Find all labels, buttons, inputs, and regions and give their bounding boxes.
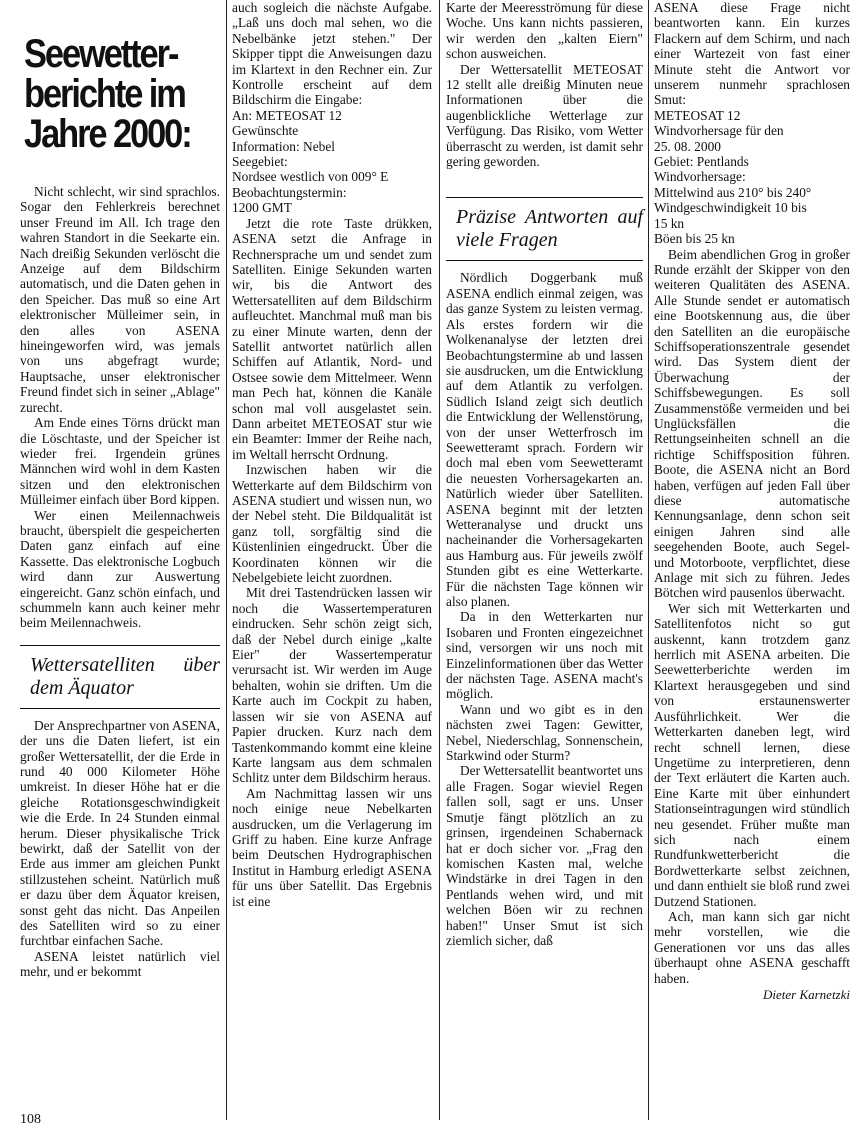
screen-line: Windvorhersage für den — [654, 123, 784, 139]
paragraph: Nicht schlecht, wir sind sprachlos. Sogar den Fehlerkreis berechnet unser Freund im All. Ich trage den wahren Standort in die Seekarte ein. Nach dreißig Sekunden verlöscht die Anzeige auf dem Bildschirm automatisch, und die Daten gehen in den Speicher. Das muß so eine Art elektronischer Mülleimer sein, in den alles von ASENA hineingeworfen wird, was jemals von uns abgefragt wurde; Hauptsache, unser elektronischer Freund findet sich in seiner „Ablage" zurecht. — [20, 184, 220, 415]
page-number: 108 — [20, 1112, 41, 1127]
paragraph: Der Wettersatellit METEOSAT 12 stellt alle dreißig Minuten neue Informationen über die augenblickliche Wetterlage zur Verfügung. Das Risiko, vom Wetter überrascht zu werden, ist damit sehr gering geworden. — [446, 61, 643, 170]
screen-line: An: METEOSAT 12 — [232, 107, 342, 123]
screen-line: Böen bis 25 kn — [654, 231, 735, 247]
paragraph: Da in den Wetterkarten nur Isobaren und Fronten eingezeichnet sind, versorgen wir uns noch mit Einzelinformationen über das Wetter der nächsten Tage. ASENA macht's möglich. — [446, 609, 643, 702]
headline-line: Jahre 2000: — [24, 112, 191, 156]
paragraph: Mit drei Tastendrücken lassen wir noch die Wassertemperaturen eindrucken. Sehr schön zeigt sich, daß der Nebel durch einige „kalte Eier" der Wassertemperatur verursacht ist. Wir werden im Auge behalten, wohin sie driften. Um die Karte auch im Cockpit zu haben, lassen wir sie von ASENA auf Papier drucken. Kurz nach dem Tastenkommando kommt eine kleine Karte langsam aus dem schmalen Schlitz unter dem Bildschirm heraus. — [232, 585, 432, 786]
screen-line: Seegebiet: — [232, 154, 288, 170]
paragraph: ASENA diese Frage nicht beantworten kann. Ein kurzes Flackern auf dem Schirm, und nach einer Wartezeit von fast einer Minute steht die Antwort vor unserem nunmehr sprachlosen Smut: — [654, 0, 850, 108]
screen-line: Gebiet: Pentlands — [654, 154, 749, 170]
column-divider — [648, 0, 649, 1120]
column-2 — [232, 0, 432, 909]
screen-line: Gewünschte — [232, 123, 299, 139]
paragraph: Wann und wo gibt es in den nächsten zwei Tagen: Gewitter, Nebel, Niederschlag, Sonnenschein, Starkwind oder Sturm? — [446, 701, 643, 764]
paragraph: Wer sich mit Wetterkarten und Satellitenfotos nicht so gut auskennt, kann trotzdem ganz herrlich mit ASENA arbeiten. Die Seewetterberichte werden im Klartext herausgegeben und sind von erstaunenswerter Ausführlichkeit. Wer die Wetterkarten daneben legt, wird recht schnell lernen, diese Ungetüme zu interpretieren, denn der Text erläutert die Karten auch. Eine Karte mit über einhundert Stationseintragungen wird stündlich neu gesendet. Früher mußte man sich nach einem Rundfunkwetterbericht die Bordwetterkarte selbst zeichnen, und dann enthielt sie bloß rund zwei Dutzend Stationen. — [654, 600, 850, 909]
paragraph: Jetzt die rote Taste drükken, ASENA setzt die Anfrage in Rechnersprache um und sendet zum Satelliten. Einige Sekunden warten wir, bis die Antwort des Wettersatelliten auf dem Bildschirm aufleuchtet. Manchmal muß man bis zu einer Minute warten, denn der Satellit antwortet natürlich allen Schiffen auf Atlantik, Nord- und Ostsee sowie dem Mittelmeer. Wenn man Pech hat, können die Kanäle schon mal voll ausgelastet sein. Dann arbeitet METEOSAT stur wie ein Beamter: Immer der Reihe nach, im Weltall herrscht Ordnung. — [232, 215, 432, 462]
paragraph: Der Ansprechpartner von ASENA, der uns die Daten liefert, ist ein großer Wettersatellit, der die Erde in rund 40 000 Kilometer Höhe umkreist. In dieser Höhe hat er die gleiche Rotationsgeschwindigkeit wie die Erde. In 24 Stunden einmal herum. Dieser physikalische Trick bewirkt, daß der Satellit von der Erde aus immer am gleichen Punkt stillzustehen scheint. Natürlich muß er dazu über dem Äquator kreisen, sonst geht das nicht. Das Anpeilen des Satelliten wird so zu einer furchtbar einfachen Sache. — [20, 717, 220, 949]
paragraph: Ach, man kann sich gar nicht mehr vorstellen, wie die Generationen vor uns das alles überhaupt ohne ASENA geschafft haben. — [654, 908, 850, 986]
author-byline: Dieter Karnetzki — [762, 987, 850, 1002]
paragraph: Am Ende eines Törns drückt man die Löschtaste, und der Speicher ist wieder frei. Irgendein grünes Männchen wird wohl in dem Kasten sitzen und den elektronischen Mülleimer einfach über Bord kippen. — [20, 415, 220, 508]
subheading-box — [446, 197, 643, 261]
paragraph: auch sogleich die nächste Aufgabe. „Laß uns doch mal sehen, wo die Nebelbänke jetzt stehen." Der Skipper tippt die Anweisungen dazu im Klartext in den Rechner ein. Zur Kontrolle erscheint auf dem Bildschirm die Eingabe: — [232, 0, 432, 108]
paragraph: Am Nachmittag lassen wir uns noch einige neue Nebelkarten ausdrucken, um die Verlagerung im Griff zu haben. Eine kurze Anfrage beim Deutschen Hydrographischen Institut in Hamburg erledigt ASENA für uns über Satellit. Das Ergebnis ist eine — [232, 785, 432, 909]
screen-line: Mittelwind aus 210° bis 240° — [654, 184, 812, 200]
screen-line: Windvorhersage: — [654, 169, 746, 185]
column-4 — [654, 0, 850, 1002]
screen-line: 25. 08. 2000 — [654, 138, 721, 154]
subheading: Präzise Antworten auf viele Fragen — [456, 206, 643, 252]
screen-line: 1200 GMT — [232, 200, 292, 216]
screen-line: Nordsee westlich von 009° E — [232, 169, 389, 185]
paragraph: Beim abendlichen Grog in großer Runde erzählt der Skipper von den weiteren Qualitäten des ASENA. Alle Stunde sendet er automatisch eine Bootskennung aus, die über den Satelliten an die europäische Schiffsoperationszentrale gesendet wird. Das System dient der Überwachung der Schiffsbewegungen. Es soll Zusammenstöße vermeiden und bei Unglücksfällen die Rettungseinheiten schnell an die richtige Schiffsposition führen. Boote, die ASENA nicht an Bord haben, verfügen auf jeden Fall über diese automatische Kennungsanlage, denn schon seit einigen Jahren sind alle seegehenden Boote, auch Segel- und Motorboote, verpflichtet, diese Anlage mit sich zu führen. Jedes Bötchen wird pausenlos überwacht. — [654, 246, 850, 601]
paragraph: ASENA leistet natürlich viel mehr, und er bekommt — [20, 948, 220, 980]
paragraph: Wer einen Meilennachweis braucht, überspielt die gespeicherten Daten ganz einfach auf eine Kassette. Das elektronische Logbuch wird dann zur Auswertung eingereicht. Ganz schön einfach, und schummeln kann auch keiner mehr beim Meilennachweis. — [20, 507, 220, 631]
screen-line: 15 kn — [654, 215, 685, 231]
article-headline — [24, 34, 224, 154]
column-3 — [446, 0, 643, 948]
screen-line: Information: Nebel — [232, 138, 335, 154]
screen-line: Windgeschwindigkeit 10 bis — [654, 200, 807, 216]
paragraph: Der Wettersatellit beantwortet uns alle Fragen. Sogar wieviel Regen fallen soll, sagt er uns. Unser Smutje fängt plötzlich an zu grinsen, irgendeinen Schabernack hat er doch sicher vor. „Frag den komischen Kasten mal, welche Windstärke in drei Tagen in den Pentlands wehen wird, und mit welchen Böen wir zu rechnen haben!" Unser Smut ist sich ziemlich sicher, daß — [446, 763, 643, 948]
screen-line: Beobachtungstermin: — [232, 184, 347, 200]
column-divider — [439, 0, 440, 1120]
screen-line: METEOSAT 12 — [654, 107, 741, 123]
subheading: Wettersatelliten über dem Äquator — [30, 653, 220, 699]
headline-line: Seewetter- — [24, 32, 178, 76]
subheading-box — [20, 645, 220, 709]
paragraph: Inzwischen haben wir die Wetterkarte auf dem Bildschirm von ASENA studiert und wissen nun, wo der Nebel steht. Die Bildqualität ist ganz toll, sorgfältig sind die Küstenlinien eingedruckt. Über die Koordinaten können wir die Nebelgebiete leicht zuordnen. — [232, 462, 432, 586]
column-divider — [226, 0, 227, 1120]
headline-line: berichte im — [24, 72, 185, 116]
column-1 — [20, 0, 220, 980]
paragraph: Nördlich Doggerbank muß ASENA endlich einmal zeigen, was das ganze System zu leisten vermag. Als erstes fordern wir die Wolkenanalyse der letzten drei Beobachtungstermine ab und lassen sie ausdrucken, um die Entwicklung auf dem Atlantik zu verfolgen. Südlich Island zeigt sich deutlich die Entwicklung der Wellenstörung, von der unser Wetterfrosch im Seewetteramt sprach. Fordern wir doch mal eben vom Seewetteramt die neuesten Vorhersagekarten an. Natürlich wieder über Satelliten. ASENA beginnt mit der letzten Wetteranalyse und druckt uns nacheinander die Vorhersagekarten aus Hamburg aus. Für jeweils zwölf Stunden gibt es eine Wetterkarte. Für die nächsten Tage können wir also planen. — [446, 270, 643, 609]
paragraph: Karte der Meeresströmung für diese Woche. Uns kann nichts passieren, wir werden den „kalten Eiern" schon ausweichen. — [446, 0, 643, 62]
